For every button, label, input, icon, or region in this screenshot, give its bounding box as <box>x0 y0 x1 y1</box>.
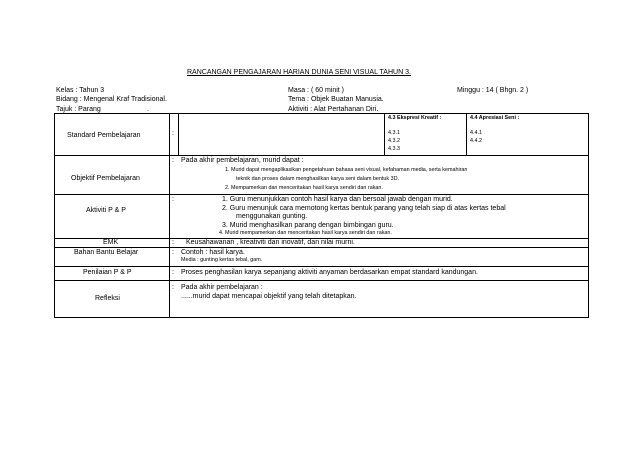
objektif-item-1-cont: teknik dan proses dalam menghasilkan karya seni dalam bentuk 3D. <box>236 176 400 182</box>
emk-colon: : <box>172 239 174 246</box>
aktiviti-step-3: 3. Murid menghasilkan parang dengan bimbingan guru. <box>222 222 394 229</box>
bidang-field: Bidang : Mengenal Kraf Tradisional. <box>56 96 167 103</box>
tajuk-field: Tajuk : Parang <box>56 106 101 113</box>
apresiasi-item: 4.4.1 <box>470 130 482 136</box>
penilaian-value: Proses penghasilan karya sepanjang aktiviti anyaman berdasarkan empat standard kandungan. <box>181 269 478 276</box>
aktiviti-step-2-cont: menggunakan gunting. <box>236 213 308 220</box>
aktiviti-step-1: 1. Guru menunjukkan contoh hasil karya dan bersoal jawab dengan murid. <box>222 196 453 203</box>
refleksi-intro: Pada akhir pembelajaran : <box>181 284 263 291</box>
standard-colon: : <box>172 130 174 137</box>
objektif-label: Objektif Pembelajaran <box>71 175 140 182</box>
objektif-item-2: 2. Mempamerkan dan menceritakan hasil karya sendiri dan rakan. <box>225 185 383 191</box>
aktiviti-field: Aktiviti : Alat Pertahanan Diri. <box>288 106 379 113</box>
apresiasi-heading: 4.4 Apresiasi Seni : <box>470 115 520 121</box>
ekspresi-heading: 4.3 Ekspresi Kreatif : <box>388 115 442 121</box>
standard-label: Standard Pembelajaran <box>67 132 141 139</box>
objektif-item-1: 1. Murid dapat mengaplikasikan pengetahuan bahasa seni visual, kefahaman media, serta kemahiran <box>225 167 468 173</box>
objektif-intro: Pada akhir pembelajaran, murid dapat : <box>181 157 304 164</box>
tajuk-dot: . <box>147 106 149 113</box>
masa-field: Masa : ( 60 minit ) <box>288 87 345 94</box>
ekspresi-item: 4.3.3 <box>388 146 400 152</box>
bahan-contoh: Contoh : hasil karya. <box>181 249 245 256</box>
aktiviti-colon: : <box>172 196 174 203</box>
ekspresi-item: 4.3.1 <box>388 130 400 136</box>
page-title: RANCANGAN PENGAJARAN HARIAN DUNIA SENI VISUAL TAHUN 3. <box>187 69 411 76</box>
bahan-media: Media : gunting kertas tebal, gam. <box>181 257 263 263</box>
bahan-label: Bahan Bantu Belajar <box>74 249 139 256</box>
refleksi-value: ......murid dapat mencapai objektif yang telah ditetapkan. <box>181 293 357 300</box>
apresiasi-item: 4.4.2 <box>470 138 482 144</box>
penilaian-colon: : <box>172 269 174 276</box>
tema-field: Tema : Objek Buatan Manusia. <box>288 96 384 103</box>
refleksi-colon: : <box>172 284 174 291</box>
emk-label: EMK <box>103 239 119 246</box>
refleksi-label: Refleksi <box>95 295 120 302</box>
aktiviti-label: Aktiviti P & P <box>86 207 126 214</box>
emk-value: Keusahawanan , kreativiti dan inovatif, dan nilai murni. <box>186 239 355 246</box>
aktiviti-step-4: 4. Murid mempamerkan dan menceritakan hasil karya sendiri dan rakan. <box>219 230 392 236</box>
penilaian-label: Penilaian P & P <box>83 269 132 276</box>
objektif-colon: : <box>172 157 174 164</box>
kelas-field: Kelas : Tahun 3 <box>56 87 105 94</box>
minggu-field: Minggu : 14 ( Bhgn. 2 ) <box>457 87 529 94</box>
ekspresi-item: 4.3.2 <box>388 138 400 144</box>
aktiviti-step-2: 2. Guru menunjuk cara memotong kertas bentuk parang yang telah siap di atas kertas tebal <box>222 205 506 212</box>
bahan-colon: : <box>172 249 174 256</box>
